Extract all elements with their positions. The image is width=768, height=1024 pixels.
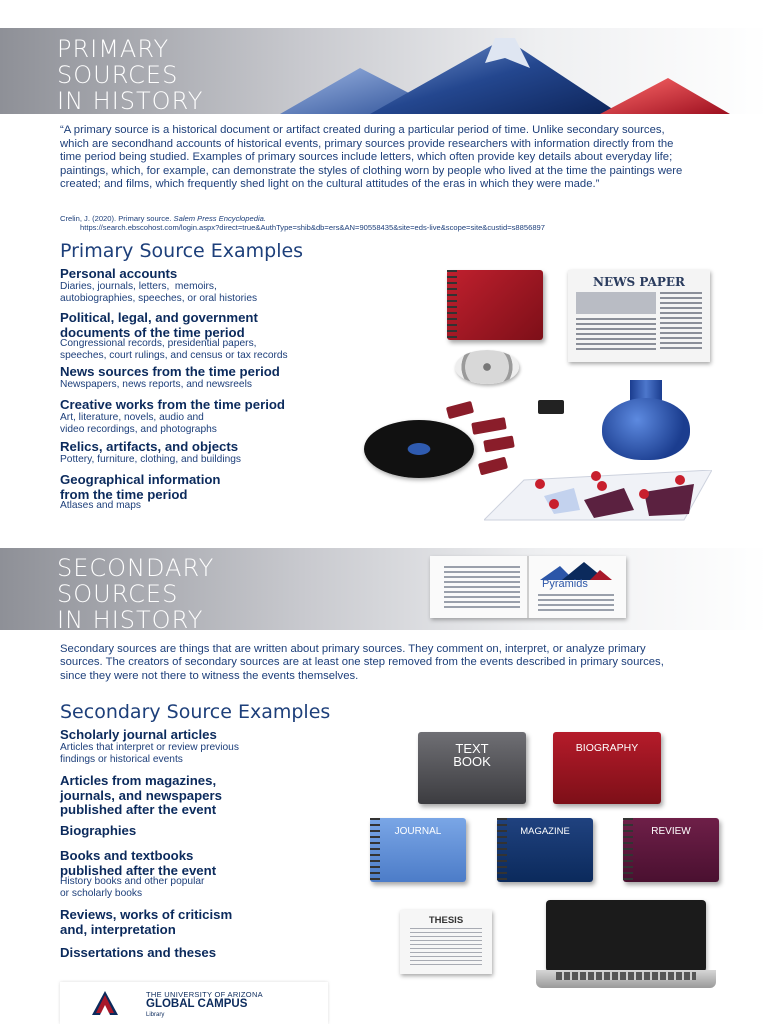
thesis-label: THESIS [428,915,464,926]
example-desc: Atlases and maps [60,500,141,511]
title-line: SOURCES [57,61,179,89]
example-title: Scholarly journal articles [60,727,217,742]
title-line: IN HISTORY [57,606,204,630]
title-line: SOURCES [57,580,179,608]
magazine-label: MAGAZINE [520,826,570,837]
secondary-examples-heading: Secondary Source Examples [60,701,331,723]
example-title: Relics, artifacts, and objects [60,439,239,454]
primary-definition-quote: “A primary source is a historical document or artifact created during a particular period of time. Unlike secondary sources, which are secondhand accounts of historical events, primary sources provide researchers with information directly from the time period being studied. Examples of primary sources include letters, which often provide key details about everyday life; paintings, which, for example, can demonstrate the styles of clothing worn by people who lived at the time the paintings were created; and films, which frequently shed light on the cultural attitudes of the eras in which they were made.” [60,124,683,191]
biography-icon [553,732,661,804]
cassette-icon [446,401,474,419]
example-desc: Pottery, furniture, clothing, and buildings [60,454,242,465]
footer-line-2: GLOBAL CAMPUS [146,998,248,1010]
university-logo [60,982,328,1024]
title-line: IN HISTORY [57,87,204,114]
footer-line-1: THE UNIVERSITY OF ARIZONA [146,990,263,999]
title-line: SECONDARY [57,554,215,582]
camera-icon [538,400,564,414]
newspaper-icon [568,270,710,362]
example-title: Articles from magazines, journals, and newspapers published after the event [60,773,222,817]
secondary-title [57,555,214,630]
magazine-icon [497,818,593,882]
textbook-icon [418,732,526,804]
cassette-icon [471,417,507,435]
example-title: Geographical information from the time period [60,472,221,502]
review-label: REVIEW [651,826,691,837]
example-title: Creative works from the time period [60,397,285,412]
example-title: Books and textbooks published after the event [60,848,217,878]
open-book-icon [430,556,626,618]
primary-title [57,36,203,114]
example-title: Personal accounts [60,266,178,281]
example-title: Political, legal, and government documents of the time period [60,310,258,340]
diary-notebook-icon [447,270,543,340]
biography-label: BIOGRAPHY [575,742,639,754]
newspaper-label: NEWS PAPER [592,275,686,289]
vinyl-record-icon [364,420,474,478]
mountains-graphic [280,28,768,114]
laptop-icon [536,900,716,990]
example-title: News sources from the time period [60,364,280,379]
example-title: Dissertations and theses [60,945,217,960]
vase-icon [600,380,692,460]
example-desc: Newspapers, news reports, and newsreels [60,379,252,390]
example-desc: History books and other popular or scholarly books [60,876,205,899]
example-title: Reviews, works of criticism and, interpretation [60,907,233,937]
journal-label: JOURNAL [394,826,442,837]
example-desc: Diaries, journals, letters, memoirs, autobiographies, speeches, or oral histories [60,281,258,304]
footer-line-3: Library [146,1012,165,1018]
example-desc: Articles that interpret or review previous findings or historical events [60,742,239,765]
journal-icon [370,818,466,882]
primary-banner [0,28,768,114]
review-icon [623,818,719,882]
book-label: Pyramids [542,578,588,590]
example-desc: Congressional records, presidential papers, speeches, court rulings, and census or tax records [60,338,288,361]
example-desc: Art, literature, novels, audio and video recordings, and photographs [60,412,217,435]
citation-text: Crelin, J. (2020). Primary source. [60,214,174,223]
cassette-icon [483,435,515,452]
thesis-document-icon [400,910,492,974]
secondary-banner [0,548,768,630]
film-reel-icon [455,350,519,384]
primary-examples-heading: Primary Source Examples [60,240,304,262]
map-icon [484,470,712,522]
citation-source: Salem Press Encyclopedia. [173,214,266,223]
secondary-definition: Secondary sources are things that are written about primary sources. They comment on, interpret, or analyze primary sources. The creators of secondary sources are at least one step removed from the events described in primary sources, since they were not there to witness the events themselves. [60,643,664,682]
textbook-label: TEXT BOOK [453,741,491,769]
example-title: Biographies [60,823,137,838]
arizona-a-icon [90,989,120,1017]
title-line: PRIMARY [57,35,170,63]
citation-url[interactable]: https://search.ebscohost.com/login.aspx?direct=true&AuthType=shib&db=ers&AN=90558435&site=eds-live&scope=site&custid=s8856897 [80,223,545,232]
